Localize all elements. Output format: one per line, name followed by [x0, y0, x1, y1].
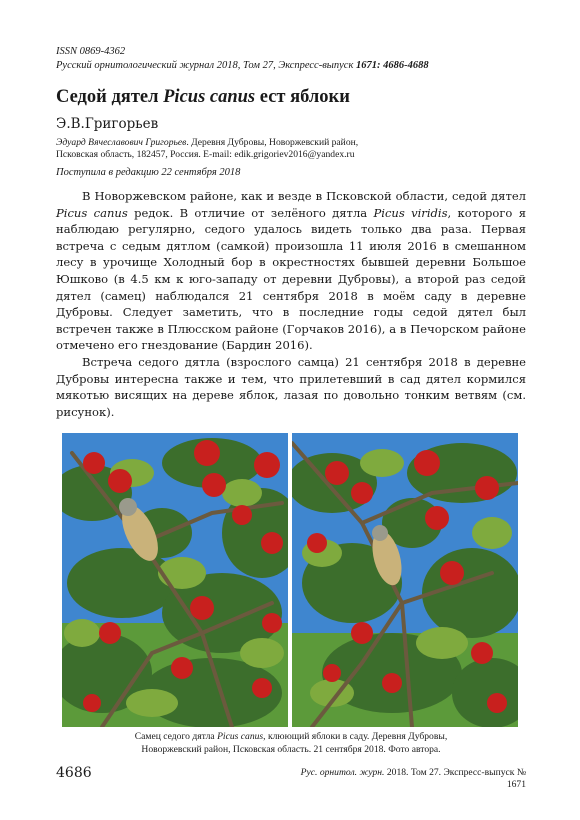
- caption-text-b: , клюющий яблоки в саду. Деревня Дубровы,: [263, 731, 448, 742]
- article-title: [56, 86, 526, 108]
- figure-photos: [62, 433, 518, 727]
- footer-citation: [300, 767, 526, 791]
- article-body: [56, 188, 526, 420]
- p1-species-2: Picus viridis: [373, 205, 448, 220]
- author-affiliation: [56, 137, 526, 161]
- caption-line-2: Новоржевский район, Псковская область. 21 сентября 2018. Фото автора.: [141, 743, 441, 755]
- page-range: : 4686-4688: [377, 60, 429, 71]
- title-text: Седой дятел: [56, 87, 164, 107]
- issue-number: 1671: [356, 60, 377, 71]
- figure-caption: [56, 731, 526, 756]
- p1-text-b: редок. В отличие от зелёного дятла: [127, 205, 374, 220]
- title-text-end: ест яблоки: [255, 87, 350, 107]
- paragraph-2: Встреча седого дятла (взрослого самца) 21 сентября 2018 в деревне Дубровы интересна также и тем, что прилетевший в сад дятел кормился мякотью висящих на дереве яблок, лазая по довольно тонким ветвям (см. рисунок).: [56, 354, 526, 419]
- journal-name: Русский орнитологический журнал 2018, Том 27, Экспресс-выпуск: [56, 60, 356, 71]
- paragraph-1: [56, 188, 526, 354]
- photo-left: [62, 433, 288, 727]
- affiliation-address-2: Псковская область, 182457, Россия. E-mail: edik.grigoriev2016@yandex.ru: [56, 149, 355, 160]
- received-date: Поступила в редакцию 22 сентября 2018: [56, 167, 241, 178]
- photo-left-image: [62, 433, 288, 727]
- footer-journal: Рус. орнитол. журн.: [300, 767, 385, 778]
- title-species: Picus canus: [163, 87, 256, 107]
- photo-right-image: [292, 433, 518, 727]
- p1-text-a: В Новоржевском районе, как и везде в Псковской области, седой дятел: [82, 189, 526, 203]
- affiliation-address-1: . Деревня Дубровы, Новоржевский район,: [186, 137, 359, 148]
- page-number: 4686: [56, 765, 92, 781]
- caption-species: Picus canus: [217, 731, 264, 742]
- journal-line: [56, 59, 526, 73]
- journal-header: [56, 45, 526, 73]
- footer-issue: 2018. Том 27. Экспресс-выпуск № 1671: [384, 767, 526, 790]
- p1-text-c: , которого я наблюдаю регулярно, седого удалось видеть только два раза. Первая встреча с седым дятлом (самкой) произошла 11 июля 2016 в смешанном лесу в урочище Холодный бор в окрестностях бывшей деревни Большое Юшково (в 4.5 км к юго-западу от деревни Дубровы), а второй раз седой дятел (самец) наблюдался 21 сентября 2018 в моём саду в деревне Дубровы. Следует заметить, что в последние годы седой дятел был встречен также в Плюсском районе (Горчаков 2016), а в Печорском районе отмечено его гнездование (Бардин 2016).: [56, 205, 526, 353]
- author-name: Э.В.Григорьев: [56, 116, 159, 132]
- affiliation-name: Эдуард Вячеславович Григорьев: [56, 137, 187, 148]
- issn: ISSN 0869-4362: [56, 46, 126, 57]
- caption-text-a: Самец седого дятла: [134, 731, 218, 742]
- p1-species-1: Picus canus: [56, 205, 128, 220]
- photo-right: [292, 433, 518, 727]
